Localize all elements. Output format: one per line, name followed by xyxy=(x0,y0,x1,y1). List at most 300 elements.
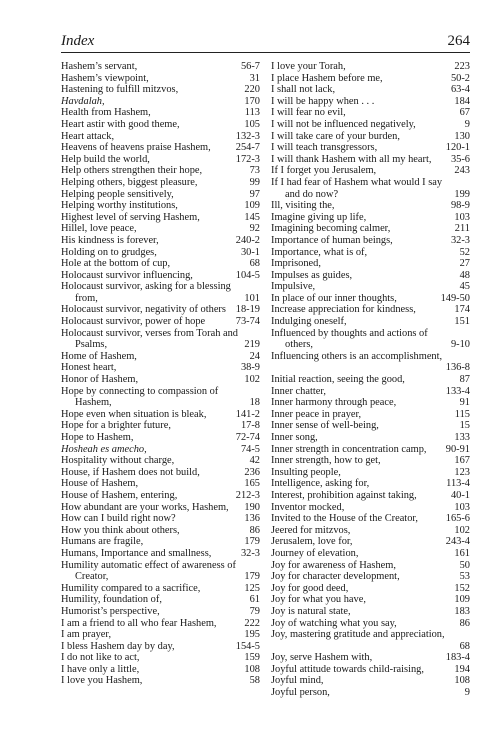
index-entry-pages: 211 xyxy=(454,223,470,235)
index-entry-pages: 165-6 xyxy=(445,513,470,525)
index-entry-term: Inner sense of well-being, xyxy=(271,420,379,432)
index-entry-pages: 223 xyxy=(454,61,470,72)
index-entry-term: Inner harmony through peace, xyxy=(271,397,397,409)
index-entry xyxy=(271,258,470,270)
index-entry xyxy=(271,212,470,224)
index-entry-pages: 50 xyxy=(459,559,470,571)
index-entry-term: I do not like to act, xyxy=(61,652,140,664)
index-entry-pages: 108 xyxy=(454,675,470,687)
index-entry-pages: 58 xyxy=(249,675,260,687)
index-entry-pages: 92 xyxy=(249,223,260,235)
index-entry-pages: 149-50 xyxy=(440,292,470,304)
index-entry xyxy=(271,618,470,630)
index-entry-pages: 56-7 xyxy=(240,61,260,72)
index-entry-term: Joy, serve Hashem with, xyxy=(271,652,373,664)
index-entry-term: Health from Hashem, xyxy=(61,107,151,119)
index-entry-term: Honor of Hashem, xyxy=(61,374,139,386)
index-entry xyxy=(271,165,470,177)
index-entry-term: Help others strengthen their hope, xyxy=(61,165,203,177)
index-entry xyxy=(61,478,260,490)
index-entry-term: Holding on to grudges, xyxy=(61,246,157,258)
index-entry-term: Importance of human beings, xyxy=(271,234,393,246)
index-entry-term: Imagining becoming calmer, xyxy=(271,223,391,235)
index-entry xyxy=(61,96,260,108)
index-entry-pages: 159 xyxy=(244,652,260,664)
index-entry-pages: 18-19 xyxy=(235,304,260,316)
index-entry-term: House, if Hashem does not build, xyxy=(61,466,200,478)
index-entry-pages: 32-3 xyxy=(450,234,470,246)
index-entry-term: Humility, foundation of, xyxy=(61,594,162,606)
index-entry-term: Hashem’s servant, xyxy=(61,61,138,72)
index-entry-pages: 61 xyxy=(249,594,260,606)
index-entry-term: Impulsive, xyxy=(271,281,316,293)
index-entry-term: Intelligence, asking for, xyxy=(271,478,370,490)
index-entry-term: Heavens of heavens praise Hashem, xyxy=(61,142,211,154)
index-entry-pages: 98-9 xyxy=(450,200,470,212)
index-entry-term: Joy for what you have, xyxy=(271,594,366,606)
index-column-left xyxy=(61,61,260,699)
index-entry-pages: 133 xyxy=(454,432,470,443)
index-entry xyxy=(271,444,470,456)
index-entry-pages: 136-8 xyxy=(445,362,470,374)
index-entry-pages: 38-9 xyxy=(240,362,260,374)
index-entry-term: Humorist’s perspective, xyxy=(61,605,160,617)
index-entry-pages: 220 xyxy=(244,84,260,96)
index-entry-pages: 136 xyxy=(244,513,260,525)
index-entry-pages: 219 xyxy=(244,339,260,351)
index-entry-pages: 154-5 xyxy=(235,640,260,652)
index-entry-term: Joy of watching what you say, xyxy=(271,617,397,629)
index-entry-pages: 52 xyxy=(459,246,470,258)
index-entry xyxy=(61,641,260,653)
index-entry-pages: 101 xyxy=(244,292,260,304)
index-entry-pages: 167 xyxy=(454,455,470,467)
index-entry xyxy=(271,84,470,96)
index-entry-term: Insulting people, xyxy=(271,466,341,478)
index-entry xyxy=(61,618,260,630)
index-entry-pages: 17-8 xyxy=(240,420,260,432)
index-entry-term: Help build the world, xyxy=(61,153,150,165)
index-entry xyxy=(271,432,470,444)
index-entry-term: Humility compared to a sacrifice, xyxy=(61,582,201,594)
index-entry xyxy=(271,420,470,432)
index-entry xyxy=(271,467,470,479)
index-entry xyxy=(271,629,470,652)
index-entry-pages: 120-1 xyxy=(445,142,470,154)
index-entry-term: I am prayer, xyxy=(61,629,112,641)
index-entry-term: Helping worthy institutions, xyxy=(61,200,178,212)
index-entry-term: Importance, what is of, xyxy=(271,246,368,258)
index-entry-term: Imprisoned, xyxy=(271,258,321,270)
index-entry-term: Joy for awareness of Hashem, xyxy=(271,559,396,571)
index-entry-term: Impulses as guides, xyxy=(271,269,353,281)
index-entry-term: Journey of elevation, xyxy=(271,547,359,559)
index-entry-term: Inner strength, how to get, xyxy=(271,455,381,467)
index-entry xyxy=(61,583,260,595)
index-entry-term: Joy is natural state, xyxy=(271,605,351,617)
index-entry xyxy=(271,664,470,676)
index-entry-term: Holocaust survivor, verses from Torah and Psalms, xyxy=(61,327,238,351)
index-entry-pages: 125 xyxy=(244,582,260,594)
index-entry-term: Initial reaction, seeing the good, xyxy=(271,374,405,386)
index-entry-term: If I forget you Jerusalem, xyxy=(271,165,377,177)
index-entry-pages: 103 xyxy=(454,211,470,223)
index-entry-pages: 152 xyxy=(454,582,470,594)
index-entry-term: Helping others, biggest pleasure, xyxy=(61,176,198,188)
index-entry xyxy=(61,432,260,444)
index-entry xyxy=(61,675,260,687)
index-entry-pages: 40-1 xyxy=(450,489,470,501)
index-entry-pages: 105 xyxy=(244,118,260,130)
index-entry xyxy=(61,131,260,143)
index-entry-term: I will take care of your burden, xyxy=(271,130,400,142)
index-entry-term: His kindness is forever, xyxy=(61,234,159,246)
index-entry xyxy=(61,386,260,409)
index-entry xyxy=(271,606,470,618)
index-entry-pages: 72-74 xyxy=(235,432,260,443)
index-entry xyxy=(61,536,260,548)
index-entry xyxy=(61,200,260,212)
index-entry-term: I place Hashem before me, xyxy=(271,72,383,84)
page-title: Index xyxy=(61,33,95,49)
index-entry xyxy=(61,223,260,235)
index-entry-term: Hastening to fulfill mitzvos, xyxy=(61,84,179,96)
index-entry-term: Hope even when situation is bleak, xyxy=(61,408,207,420)
index-entry xyxy=(271,675,470,687)
index-entry-pages: 130 xyxy=(454,130,470,142)
index-entry-pages: 123 xyxy=(454,466,470,478)
index-entry-term: Hashem’s viewpoint, xyxy=(61,72,149,84)
index-entry-term: Influenced by thoughts and actions of others, xyxy=(271,327,428,351)
index-entry-term: How you think about others, xyxy=(61,524,180,536)
index-entry-pages: 179 xyxy=(244,536,260,548)
index-entry xyxy=(61,247,260,259)
index-entry xyxy=(271,142,470,154)
index-entry-pages: 53 xyxy=(459,571,470,583)
index-entry-pages: 87 xyxy=(459,374,470,386)
index-entry-term: Humility automatic effect of awareness of Creator, xyxy=(61,559,236,583)
index-entry xyxy=(61,490,260,502)
index-entry xyxy=(61,362,260,374)
index-entry-pages: 172-3 xyxy=(235,153,260,165)
index-entry-pages: 45 xyxy=(459,281,470,293)
index-entry xyxy=(271,293,470,305)
index-entry-term: Inner song, xyxy=(271,432,318,443)
index-entry xyxy=(61,84,260,96)
index-entry-term: Invited to the House of the Creator, xyxy=(271,513,419,525)
index-entry-pages: 133-4 xyxy=(445,385,470,397)
index-columns xyxy=(61,61,470,699)
index-entry-pages: 104-5 xyxy=(235,269,260,281)
index-entry xyxy=(271,107,470,119)
index-entry xyxy=(271,571,470,583)
index-entry-pages: 68 xyxy=(249,258,260,270)
index-entry-term: Hosheah es amecho, xyxy=(61,443,147,455)
index-entry-pages: 115 xyxy=(454,408,470,420)
index-entry-pages: 102 xyxy=(244,374,260,386)
index-entry-pages: 50-2 xyxy=(450,72,470,84)
index-entry-term: House of Hashem, xyxy=(61,478,139,490)
index-entry xyxy=(271,687,470,699)
index-entry-term: I will be happy when . . . xyxy=(271,95,375,107)
index-entry-pages: 9 xyxy=(464,118,470,130)
index-entry-pages: 79 xyxy=(249,605,260,617)
index-entry-pages: 132-3 xyxy=(235,130,260,142)
index-column-right xyxy=(271,61,470,699)
index-entry xyxy=(61,374,260,386)
index-entry-term: Joyful person, xyxy=(271,687,330,699)
index-entry xyxy=(61,409,260,421)
index-entry xyxy=(271,247,470,259)
index-entry-pages: 48 xyxy=(459,269,470,281)
index-entry-term: Inventor mocked, xyxy=(271,501,345,513)
index-entry-pages: 183-4 xyxy=(445,652,470,664)
index-entry-term: I will not be influenced negatively, xyxy=(271,118,416,130)
index-entry-pages: 9-10 xyxy=(450,339,470,351)
index-entry-pages: 194 xyxy=(454,663,470,675)
index-entry xyxy=(271,351,470,374)
index-entry xyxy=(271,73,470,85)
index-entry-pages: 113 xyxy=(244,107,260,119)
index-entry-term: I love you Hashem, xyxy=(61,675,143,687)
index-entry-pages: 86 xyxy=(249,524,260,536)
index-entry-term: Jeered for mitzvos, xyxy=(271,524,351,536)
index-entry xyxy=(271,536,470,548)
index-entry-term: Highest level of serving Hashem, xyxy=(61,211,200,223)
index-entry xyxy=(61,455,260,467)
index-entry-pages: 170 xyxy=(244,95,260,107)
index-entry-pages: 73 xyxy=(249,165,260,177)
index-entry-term: Hole at the bottom of cup, xyxy=(61,258,171,270)
index-entry xyxy=(271,316,470,328)
index-entry-term: Imagine giving up life, xyxy=(271,211,367,223)
index-entry-term: Holocaust survivor influencing, xyxy=(61,269,193,281)
index-entry xyxy=(61,165,260,177)
index-entry-pages: 109 xyxy=(454,594,470,606)
index-entry-pages: 9 xyxy=(464,687,470,699)
index-entry-term: Joy, mastering gratitude and appreciation, xyxy=(271,629,445,641)
index-entry-term: I shall not lack, xyxy=(271,84,336,96)
index-entry xyxy=(271,594,470,606)
index-entry-pages: 236 xyxy=(244,466,260,478)
index-entry-pages: 183 xyxy=(454,605,470,617)
index-entry xyxy=(271,374,470,386)
index-entry-term: I bless Hashem day by day, xyxy=(61,640,175,652)
index-entry xyxy=(271,652,470,664)
index-entry-pages: 18 xyxy=(249,397,260,409)
index-entry xyxy=(271,235,470,247)
index-entry-pages: 243-4 xyxy=(445,536,470,548)
index-entry-term: Inner strength in concentration camp, xyxy=(271,443,427,455)
index-entry-pages: 190 xyxy=(244,501,260,513)
index-entry xyxy=(271,560,470,572)
index-entry-term: Holocaust survivor, negativity of others xyxy=(61,304,226,316)
index-entry xyxy=(271,304,470,316)
index-entry-pages: 108 xyxy=(244,663,260,675)
index-entry xyxy=(61,270,260,282)
index-entry-term: Hope for a brighter future, xyxy=(61,420,171,432)
index-entry-term: Home of Hashem, xyxy=(61,350,137,362)
index-entry xyxy=(271,548,470,560)
index-entry-term: Havdalah, xyxy=(61,95,105,107)
index-entry xyxy=(61,73,260,85)
index-entry-pages: 222 xyxy=(244,617,260,629)
index-entry-term: Indulging oneself, xyxy=(271,316,347,328)
index-entry-pages: 27 xyxy=(459,258,470,270)
page-number: 264 xyxy=(447,33,470,49)
index-entry-term: I have only a little, xyxy=(61,663,140,675)
index-entry xyxy=(61,154,260,166)
index-entry xyxy=(61,316,260,328)
index-entry-term: Hillel, love peace, xyxy=(61,223,137,235)
index-entry-pages: 86 xyxy=(459,617,470,629)
index-entry-pages: 151 xyxy=(454,316,470,328)
index-entry-term: Inner peace in prayer, xyxy=(271,408,362,420)
index-entry-term: Holocaust survivor, power of hope xyxy=(61,316,206,328)
index-entry-term: I love your Torah, xyxy=(271,61,346,72)
index-entry-pages: 109 xyxy=(244,200,260,212)
index-entry xyxy=(61,258,260,270)
index-entry-term: Influencing others is an accomplishment, xyxy=(271,350,443,362)
index-entry xyxy=(271,119,470,131)
index-entry xyxy=(61,664,260,676)
index-entry xyxy=(61,652,260,664)
index-entry-pages: 102 xyxy=(454,524,470,536)
index-entry-term: Jerusalem, love for, xyxy=(271,536,353,548)
index-entry xyxy=(61,548,260,560)
index-entry xyxy=(61,629,260,641)
index-entry xyxy=(61,235,260,247)
index-entry xyxy=(271,513,470,525)
index-entry-term: I will fear no evil, xyxy=(271,107,346,119)
index-entry-pages: 31 xyxy=(249,72,260,84)
index-entry-pages: 161 xyxy=(454,547,470,559)
index-entry-pages: 67 xyxy=(459,107,470,119)
index-entry-pages: 97 xyxy=(249,188,260,200)
index-entry-term: Hope to Hashem, xyxy=(61,432,134,443)
index-entry xyxy=(61,420,260,432)
index-entry-term: Joyful attitude towards child-raising, xyxy=(271,663,424,675)
index-entry-pages: 212-3 xyxy=(235,489,260,501)
index-entry xyxy=(271,409,470,421)
index-entry-pages: 30-1 xyxy=(240,246,260,258)
index-entry xyxy=(271,583,470,595)
index-entry-term: Increase appreciation for kindness, xyxy=(271,304,416,316)
index-entry-term: Humans, Importance and smallness, xyxy=(61,547,212,559)
index-entry-pages: 35-6 xyxy=(450,153,470,165)
index-entry xyxy=(61,444,260,456)
index-entry-term: Humans are fragile, xyxy=(61,536,144,548)
index-entry xyxy=(271,397,470,409)
index-entry xyxy=(61,351,260,363)
index-entry-term: I will teach transgressors, xyxy=(271,142,378,154)
index-entry-term: Heart attack, xyxy=(61,130,115,142)
index-entry-pages: 113-4 xyxy=(446,478,470,490)
index-entry xyxy=(61,467,260,479)
index-entry xyxy=(271,177,470,200)
index-entry-term: Inner chatter, xyxy=(271,385,326,397)
index-entry-pages: 24 xyxy=(249,350,260,362)
index-entry xyxy=(271,478,470,490)
index-entry xyxy=(271,525,470,537)
index-entry-term: Helping people sensitively, xyxy=(61,188,174,200)
index-entry xyxy=(271,270,470,282)
index-entry-term: Hospitality without charge, xyxy=(61,455,175,467)
index-entry-pages: 195 xyxy=(244,629,260,641)
index-entry xyxy=(271,490,470,502)
index-entry-pages: 99 xyxy=(249,176,260,188)
index-entry-pages: 90-91 xyxy=(445,443,470,455)
index-entry-pages: 63-4 xyxy=(450,84,470,96)
index-entry-pages: 32-3 xyxy=(240,547,260,559)
index-entry xyxy=(271,61,470,73)
index-entry xyxy=(271,200,470,212)
index-entry-pages: 165 xyxy=(244,478,260,490)
index-entry xyxy=(61,212,260,224)
index-entry xyxy=(61,606,260,618)
index-entry-pages: 91 xyxy=(459,397,470,409)
index-entry-term: Heart astir with good theme, xyxy=(61,118,180,130)
index-entry-term: Honest heart, xyxy=(61,362,117,374)
index-entry-term: If I had fear of Hashem what would I say and do now? xyxy=(271,176,443,200)
index-entry xyxy=(271,131,470,143)
index-entry-pages: 254-7 xyxy=(235,142,260,154)
index-entry xyxy=(61,107,260,119)
index-entry xyxy=(61,502,260,514)
index-entry-term: Holocaust survivor, asking for a blessing from, xyxy=(61,281,231,304)
index-entry xyxy=(61,177,260,189)
index-entry xyxy=(61,142,260,154)
index-entry-pages: 141-2 xyxy=(235,408,260,420)
index-entry-pages: 74-5 xyxy=(240,443,260,455)
index-entry xyxy=(271,154,470,166)
index-entry xyxy=(271,386,470,398)
index-entry xyxy=(271,328,470,351)
index-entry-pages: 240-2 xyxy=(235,234,260,246)
index-entry-term: How abundant are your works, Hashem, xyxy=(61,501,229,513)
index-entry-pages: 199 xyxy=(454,188,470,200)
index-entry-pages: 174 xyxy=(454,304,470,316)
index-entry-pages: 15 xyxy=(459,420,470,432)
index-entry xyxy=(61,304,260,316)
index-entry-term: I will thank Hashem with all my heart, xyxy=(271,153,432,165)
page-header xyxy=(61,22,470,53)
index-entry xyxy=(61,525,260,537)
index-entry-term: House of Hashem, entering, xyxy=(61,489,178,501)
index-entry-pages: 179 xyxy=(244,571,260,583)
index-entry xyxy=(61,513,260,525)
index-entry-term: Interest, prohibition against taking, xyxy=(271,489,417,501)
index-entry xyxy=(271,96,470,108)
index-entry xyxy=(61,61,260,73)
index-entry xyxy=(271,502,470,514)
index-entry-term: Joy for good deed, xyxy=(271,582,349,594)
index-entry-term: In place of our inner thoughts, xyxy=(271,292,397,304)
index-entry xyxy=(271,223,470,235)
index-entry-term: Hope by connecting to compassion of Hashem, xyxy=(61,385,219,409)
index-entry-term: Ill, visiting the, xyxy=(271,200,335,212)
index-entry xyxy=(61,594,260,606)
index-entry xyxy=(61,281,260,304)
index-entry-pages: 73-74 xyxy=(235,316,260,328)
index-entry-pages: 243 xyxy=(454,165,470,177)
index-entry xyxy=(61,328,260,351)
index-entry xyxy=(61,189,260,201)
index-entry-pages: 145 xyxy=(244,211,260,223)
index-entry xyxy=(61,119,260,131)
index-entry-pages: 68 xyxy=(459,640,470,652)
index-entry xyxy=(61,560,260,583)
